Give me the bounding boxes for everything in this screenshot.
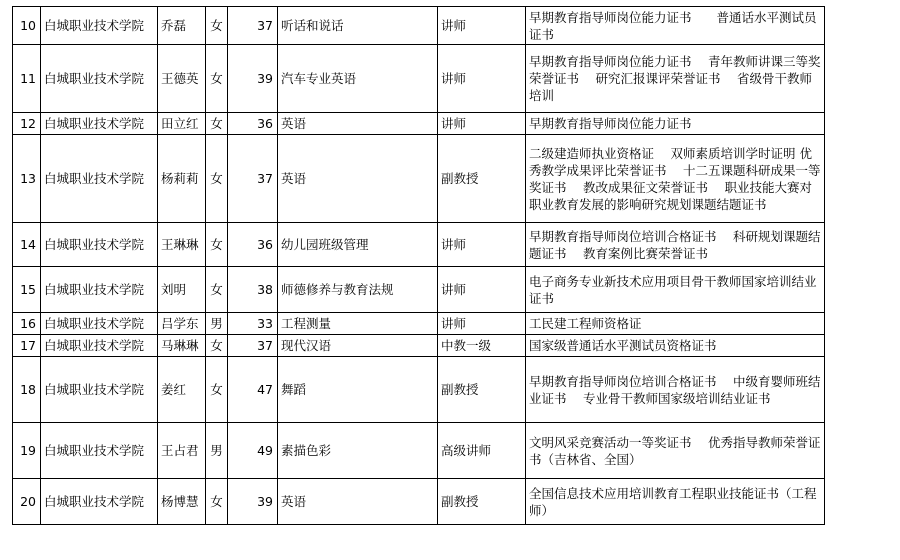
row-number: 16 [13, 313, 41, 335]
name-cell: 马琳琳 [158, 335, 206, 357]
table-body [13, 7, 825, 525]
name-cell: 王琳琳 [158, 223, 206, 267]
row-number: 13 [13, 135, 41, 223]
gender-cell: 女 [206, 223, 228, 267]
table-row [13, 267, 825, 313]
age-cell: 37 [228, 7, 278, 45]
gender-cell: 女 [206, 267, 228, 313]
subject-cell: 英语 [278, 479, 438, 525]
title-cell: 讲师 [438, 113, 526, 135]
name-cell: 吕学东 [158, 313, 206, 335]
age-cell: 36 [228, 113, 278, 135]
table-row [13, 7, 825, 45]
row-number: 17 [13, 335, 41, 357]
age-cell: 39 [228, 479, 278, 525]
title-cell: 副教授 [438, 357, 526, 423]
name-cell: 姜红 [158, 357, 206, 423]
subject-cell: 工程测量 [278, 313, 438, 335]
subject-cell: 幼儿园班级管理 [278, 223, 438, 267]
gender-cell: 女 [206, 479, 228, 525]
certificates-cell: 早期教育指导师岗位能力证书 青年教师讲课三等奖荣誉证书 研究汇报课评荣誉证书 省级骨干教师培训 [526, 45, 825, 113]
row-number: 20 [13, 479, 41, 525]
subject-cell: 师德修养与教育法规 [278, 267, 438, 313]
title-cell: 讲师 [438, 313, 526, 335]
age-cell: 37 [228, 135, 278, 223]
certificates-cell: 全国信息技术应用培训教育工程职业技能证书（工程师） [526, 479, 825, 525]
age-cell: 49 [228, 423, 278, 479]
row-number: 15 [13, 267, 41, 313]
school-cell: 白城职业技术学院 [41, 113, 158, 135]
title-cell: 副教授 [438, 135, 526, 223]
gender-cell: 男 [206, 423, 228, 479]
name-cell: 田立红 [158, 113, 206, 135]
age-cell: 39 [228, 45, 278, 113]
certificates-cell: 二级建造师执业资格证 双师素质培训学时证明 优秀教学成果评比荣誉证书 十二五课题科研成果一等奖证书 教改成果征文荣誉证书 职业技能大赛对职业教育发展的影响研究规划课题结题证书 [526, 135, 825, 223]
certificates-cell: 工民建工程师资格证 [526, 313, 825, 335]
row-number: 19 [13, 423, 41, 479]
certificates-cell: 文明风采竞赛活动一等奖证书 优秀指导教师荣誉证书（吉林省、全国） [526, 423, 825, 479]
table-row [13, 313, 825, 335]
table-row [13, 423, 825, 479]
title-cell: 讲师 [438, 7, 526, 45]
row-number: 11 [13, 45, 41, 113]
subject-cell: 舞蹈 [278, 357, 438, 423]
subject-cell: 素描色彩 [278, 423, 438, 479]
age-cell: 36 [228, 223, 278, 267]
title-cell: 讲师 [438, 223, 526, 267]
table-row [13, 357, 825, 423]
school-cell: 白城职业技术学院 [41, 223, 158, 267]
certificates-cell: 早期教育指导师岗位培训合格证书 科研规划课题结题证书 教育案例比赛荣誉证书 [526, 223, 825, 267]
age-cell: 38 [228, 267, 278, 313]
table-row [13, 335, 825, 357]
subject-cell: 汽车专业英语 [278, 45, 438, 113]
title-cell: 中教一级 [438, 335, 526, 357]
row-number: 14 [13, 223, 41, 267]
gender-cell: 女 [206, 357, 228, 423]
subject-cell: 听话和说话 [278, 7, 438, 45]
certificates-cell: 早期教育指导师岗位能力证书 [526, 113, 825, 135]
certificates-cell: 早期教育指导师岗位培训合格证书 中级育婴师班结业证书 专业骨干教师国家级培训结业证书 [526, 357, 825, 423]
certificates-cell: 电子商务专业新技术应用项目骨干教师国家培训结业证书 [526, 267, 825, 313]
age-cell: 47 [228, 357, 278, 423]
certificates-cell: 国家级普通话水平测试员资格证书 [526, 335, 825, 357]
title-cell: 高级讲师 [438, 423, 526, 479]
name-cell: 乔磊 [158, 7, 206, 45]
row-number: 10 [13, 7, 41, 45]
name-cell: 王占君 [158, 423, 206, 479]
table-row [13, 45, 825, 113]
school-cell: 白城职业技术学院 [41, 7, 158, 45]
row-number: 18 [13, 357, 41, 423]
table-row [13, 479, 825, 525]
table-row [13, 113, 825, 135]
name-cell: 杨博慧 [158, 479, 206, 525]
gender-cell: 男 [206, 313, 228, 335]
school-cell: 白城职业技术学院 [41, 313, 158, 335]
title-cell: 副教授 [438, 479, 526, 525]
teacher-table [12, 6, 825, 525]
table-row [13, 135, 825, 223]
gender-cell: 女 [206, 135, 228, 223]
school-cell: 白城职业技术学院 [41, 423, 158, 479]
school-cell: 白城职业技术学院 [41, 357, 158, 423]
gender-cell: 女 [206, 45, 228, 113]
title-cell: 讲师 [438, 45, 526, 113]
name-cell: 杨莉莉 [158, 135, 206, 223]
gender-cell: 女 [206, 7, 228, 45]
name-cell: 刘明 [158, 267, 206, 313]
subject-cell: 英语 [278, 135, 438, 223]
certificates-cell: 早期教育指导师岗位能力证书 普通话水平测试员证书 [526, 7, 825, 45]
table-row [13, 223, 825, 267]
school-cell: 白城职业技术学院 [41, 135, 158, 223]
row-number: 12 [13, 113, 41, 135]
subject-cell: 现代汉语 [278, 335, 438, 357]
school-cell: 白城职业技术学院 [41, 479, 158, 525]
school-cell: 白城职业技术学院 [41, 267, 158, 313]
name-cell: 王德英 [158, 45, 206, 113]
school-cell: 白城职业技术学院 [41, 45, 158, 113]
title-cell: 讲师 [438, 267, 526, 313]
age-cell: 33 [228, 313, 278, 335]
gender-cell: 女 [206, 113, 228, 135]
school-cell: 白城职业技术学院 [41, 335, 158, 357]
subject-cell: 英语 [278, 113, 438, 135]
gender-cell: 女 [206, 335, 228, 357]
age-cell: 37 [228, 335, 278, 357]
